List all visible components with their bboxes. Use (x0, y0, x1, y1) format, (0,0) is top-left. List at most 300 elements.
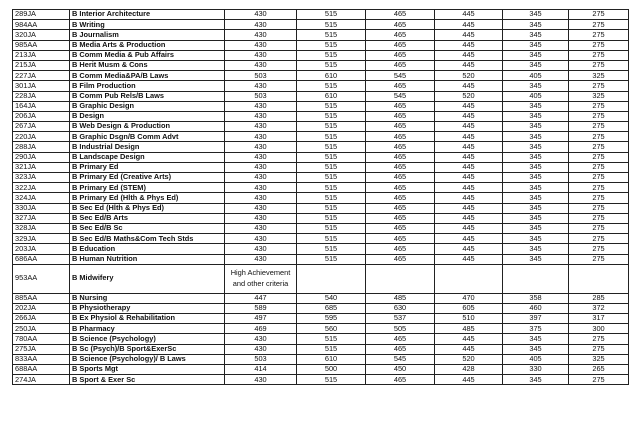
course-code: 323JA (13, 173, 70, 183)
score-col-1: 430 (225, 183, 297, 193)
table-row (13, 122, 629, 132)
score-col-3: 465 (366, 183, 435, 193)
course-name: B Primary Ed (70, 162, 225, 172)
table-row (13, 10, 629, 20)
table-row (13, 324, 629, 334)
score-col-4: 445 (435, 132, 503, 142)
score-col-6: 275 (569, 10, 629, 20)
score-col-2: 515 (297, 101, 366, 111)
score-col-3: 465 (366, 334, 435, 344)
score-col-5: 345 (503, 375, 569, 385)
course-name: B Sports Mgt (70, 365, 225, 375)
table-body (13, 10, 629, 265)
score-col-6: 325 (569, 71, 629, 81)
score-col-5: 405 (503, 91, 569, 101)
score-col-5: 345 (503, 173, 569, 183)
score-col-5: 405 (503, 354, 569, 364)
score-col-4: 445 (435, 152, 503, 162)
score-col-3: 465 (366, 244, 435, 254)
score-col-5: 345 (503, 334, 569, 344)
course-code: 324JA (13, 193, 70, 203)
score-col-4: 445 (435, 10, 503, 20)
score-col-5: 345 (503, 183, 569, 193)
course-code: 885AA (13, 293, 70, 303)
score-col-3: 465 (366, 193, 435, 203)
score-col-6: 275 (569, 132, 629, 142)
score-col-1: 430 (225, 254, 297, 264)
table-row (13, 152, 629, 162)
score-col-3: 465 (366, 40, 435, 50)
score-col-4: 445 (435, 193, 503, 203)
score-col-2: 515 (297, 334, 366, 344)
empty-cell (503, 264, 569, 293)
score-col-2: 515 (297, 254, 366, 264)
score-col-3: 465 (366, 254, 435, 264)
score-col-2: 540 (297, 293, 366, 303)
score-col-5: 345 (503, 20, 569, 30)
score-col-2: 515 (297, 152, 366, 162)
course-name: B Graphic Dsgn/B Comm Advt (70, 132, 225, 142)
score-col-3: 465 (366, 132, 435, 142)
table-body-lower (13, 293, 629, 385)
course-code: 275JA (13, 344, 70, 354)
score-col-3: 545 (366, 354, 435, 364)
score-col-1: 469 (225, 324, 297, 334)
score-col-3: 465 (366, 344, 435, 354)
course-code: 780AA (13, 334, 70, 344)
score-col-2: 515 (297, 60, 366, 70)
course-name: B Graphic Design (70, 101, 225, 111)
score-col-3: 545 (366, 91, 435, 101)
score-col-6: 275 (569, 213, 629, 223)
score-col-4: 445 (435, 20, 503, 30)
table-row (13, 81, 629, 91)
score-col-1: 430 (225, 142, 297, 152)
score-col-3: 450 (366, 365, 435, 375)
score-col-3: 465 (366, 152, 435, 162)
score-col-3: 465 (366, 30, 435, 40)
score-col-4: 445 (435, 183, 503, 193)
score-col-2: 500 (297, 365, 366, 375)
score-col-2: 610 (297, 354, 366, 364)
course-code: 985AA (13, 40, 70, 50)
score-col-3: 630 (366, 303, 435, 313)
score-col-3: 465 (366, 203, 435, 213)
score-col-6: 275 (569, 162, 629, 172)
score-col-3: 465 (366, 122, 435, 132)
score-col-4: 445 (435, 344, 503, 354)
course-code: 203JA (13, 244, 70, 254)
table-row (13, 293, 629, 303)
course-name: B Sport & Exer Sc (70, 375, 225, 385)
score-col-1: 430 (225, 173, 297, 183)
course-code: 833AA (13, 354, 70, 364)
score-col-3: 465 (366, 375, 435, 385)
score-col-5: 345 (503, 193, 569, 203)
empty-cell (297, 264, 366, 293)
course-code: 984AA (13, 20, 70, 30)
course-name: B Human Nutrition (70, 254, 225, 264)
score-col-5: 345 (503, 254, 569, 264)
score-col-2: 515 (297, 10, 366, 20)
score-col-5: 345 (503, 223, 569, 233)
course-name: B Herit Musm & Cons (70, 60, 225, 70)
score-col-2: 595 (297, 314, 366, 324)
score-col-3: 465 (366, 111, 435, 121)
score-col-6: 275 (569, 344, 629, 354)
score-col-5: 345 (503, 50, 569, 60)
admission-scores-table (12, 9, 629, 385)
course-name: B Science (Psychology) (70, 334, 225, 344)
score-col-1: 430 (225, 223, 297, 233)
score-col-6: 275 (569, 50, 629, 60)
score-col-3: 465 (366, 81, 435, 91)
score-col-1: 503 (225, 91, 297, 101)
table-row (13, 142, 629, 152)
score-col-5: 405 (503, 71, 569, 81)
score-col-1: 430 (225, 334, 297, 344)
score-col-4: 445 (435, 111, 503, 121)
score-col-4: 445 (435, 173, 503, 183)
score-col-2: 515 (297, 122, 366, 132)
score-col-2: 515 (297, 223, 366, 233)
course-name: B Industrial Design (70, 142, 225, 152)
score-col-5: 345 (503, 142, 569, 152)
score-col-1: 430 (225, 81, 297, 91)
score-col-2: 610 (297, 91, 366, 101)
score-col-2: 515 (297, 344, 366, 354)
score-col-1: 589 (225, 303, 297, 313)
score-col-4: 445 (435, 40, 503, 50)
score-col-6: 275 (569, 193, 629, 203)
score-col-1: 430 (225, 162, 297, 172)
score-col-2: 515 (297, 244, 366, 254)
course-code: 274JA (13, 375, 70, 385)
score-col-6: 372 (569, 303, 629, 313)
course-name: B Ex Physiol & Rehabilitation (70, 314, 225, 324)
score-col-1: 430 (225, 50, 297, 60)
score-col-4: 445 (435, 334, 503, 344)
score-col-1: 503 (225, 71, 297, 81)
course-name: B Writing (70, 20, 225, 30)
course-name: B Science (Psychology)/ B Laws (70, 354, 225, 364)
score-col-5: 345 (503, 203, 569, 213)
course-code: 321JA (13, 162, 70, 172)
score-col-5: 345 (503, 234, 569, 244)
score-col-4: 485 (435, 324, 503, 334)
score-col-1: 430 (225, 375, 297, 385)
table-row (13, 234, 629, 244)
score-col-2: 560 (297, 324, 366, 334)
course-name: B Design (70, 111, 225, 121)
score-col-6: 275 (569, 20, 629, 30)
course-code: 227JA (13, 71, 70, 81)
score-col-1: 497 (225, 314, 297, 324)
score-col-4: 445 (435, 122, 503, 132)
score-col-5: 345 (503, 30, 569, 40)
score-col-1: 447 (225, 293, 297, 303)
score-col-5: 345 (503, 111, 569, 121)
table-row (13, 60, 629, 70)
score-col-6: 275 (569, 375, 629, 385)
course-code: 228JA (13, 91, 70, 101)
score-col-2: 515 (297, 213, 366, 223)
course-name: B Comm Media&PA/B Laws (70, 71, 225, 81)
score-col-2: 515 (297, 30, 366, 40)
score-col-5: 330 (503, 365, 569, 375)
course-code: 250JA (13, 324, 70, 334)
score-col-1: 430 (225, 10, 297, 20)
score-col-5: 460 (503, 303, 569, 313)
score-col-6: 275 (569, 173, 629, 183)
course-code: 206JA (13, 111, 70, 121)
course-code: 328JA (13, 223, 70, 233)
score-col-1: 430 (225, 111, 297, 121)
score-col-3: 465 (366, 50, 435, 60)
course-name: B Sec Ed/B Sc (70, 223, 225, 233)
course-name: B Film Production (70, 81, 225, 91)
score-col-6: 275 (569, 81, 629, 91)
score-col-6: 275 (569, 334, 629, 344)
score-col-4: 520 (435, 354, 503, 364)
score-col-5: 345 (503, 40, 569, 50)
course-name: B Interior Architecture (70, 10, 225, 20)
course-name: B Nursing (70, 293, 225, 303)
course-name: B Media Arts & Production (70, 40, 225, 50)
score-col-1: 430 (225, 122, 297, 132)
table-row (13, 344, 629, 354)
score-col-1: 430 (225, 101, 297, 111)
score-col-1: 430 (225, 203, 297, 213)
table-row (13, 375, 629, 385)
score-col-2: 515 (297, 20, 366, 30)
score-col-4: 445 (435, 244, 503, 254)
score-col-5: 345 (503, 10, 569, 20)
score-col-6: 275 (569, 203, 629, 213)
score-col-6: 275 (569, 254, 629, 264)
table-row (13, 40, 629, 50)
score-col-2: 515 (297, 111, 366, 121)
score-col-2: 515 (297, 234, 366, 244)
score-col-4: 445 (435, 203, 503, 213)
score-col-1: 414 (225, 365, 297, 375)
score-col-3: 505 (366, 324, 435, 334)
course-name: B Comm Media & Pub Affairs (70, 50, 225, 60)
course-name: B Landscape Design (70, 152, 225, 162)
score-col-1: 430 (225, 20, 297, 30)
score-col-2: 610 (297, 71, 366, 81)
score-col-1: 430 (225, 244, 297, 254)
score-col-6: 275 (569, 111, 629, 121)
score-col-4: 445 (435, 50, 503, 60)
course-name: B Web Design & Production (70, 122, 225, 132)
midwifery-section (13, 264, 629, 293)
score-col-5: 375 (503, 324, 569, 334)
course-code: 215JA (13, 60, 70, 70)
score-col-5: 345 (503, 60, 569, 70)
score-col-3: 485 (366, 293, 435, 303)
score-col-1: 430 (225, 132, 297, 142)
score-col-5: 345 (503, 213, 569, 223)
score-col-2: 685 (297, 303, 366, 313)
course-code: 290JA (13, 152, 70, 162)
table-row (13, 20, 629, 30)
score-col-1: 430 (225, 60, 297, 70)
score-col-2: 515 (297, 203, 366, 213)
score-col-1: 430 (225, 40, 297, 50)
score-col-6: 265 (569, 365, 629, 375)
score-col-3: 465 (366, 173, 435, 183)
score-col-6: 317 (569, 314, 629, 324)
table-row (13, 30, 629, 40)
table-row (13, 254, 629, 264)
score-col-2: 515 (297, 162, 366, 172)
course-code: 686AA (13, 254, 70, 264)
score-col-5: 345 (503, 344, 569, 354)
score-col-3: 465 (366, 10, 435, 20)
score-col-5: 345 (503, 122, 569, 132)
course-name: B Primary Ed (STEM) (70, 183, 225, 193)
empty-cell (569, 264, 629, 293)
score-col-6: 300 (569, 324, 629, 334)
score-col-6: 275 (569, 30, 629, 40)
score-col-3: 465 (366, 223, 435, 233)
score-col-2: 515 (297, 50, 366, 60)
score-col-3: 465 (366, 20, 435, 30)
score-col-2: 515 (297, 173, 366, 183)
score-col-6: 275 (569, 101, 629, 111)
score-col-4: 445 (435, 162, 503, 172)
score-col-2: 515 (297, 193, 366, 203)
table-row (13, 203, 629, 213)
table-row (13, 162, 629, 172)
table-row (13, 183, 629, 193)
score-col-6: 275 (569, 152, 629, 162)
course-name: B Sec Ed/B Maths&Com Tech Stds (70, 234, 225, 244)
course-name: B Physiotherapy (70, 303, 225, 313)
empty-cell (366, 264, 435, 293)
score-col-1: 430 (225, 234, 297, 244)
score-col-4: 445 (435, 375, 503, 385)
score-col-5: 345 (503, 244, 569, 254)
score-col-4: 470 (435, 293, 503, 303)
table-row (13, 303, 629, 313)
score-col-2: 515 (297, 375, 366, 385)
score-col-5: 397 (503, 314, 569, 324)
table-row (13, 223, 629, 233)
score-col-4: 445 (435, 142, 503, 152)
score-col-3: 465 (366, 234, 435, 244)
score-col-2: 515 (297, 142, 366, 152)
score-col-3: 465 (366, 101, 435, 111)
course-code: 327JA (13, 213, 70, 223)
score-col-6: 275 (569, 60, 629, 70)
score-col-5: 345 (503, 81, 569, 91)
table-row (13, 193, 629, 203)
score-col-1: 430 (225, 213, 297, 223)
empty-cell (435, 264, 503, 293)
score-col-3: 465 (366, 142, 435, 152)
score-col-6: 275 (569, 40, 629, 50)
course-code: 202JA (13, 303, 70, 313)
course-code: 164JA (13, 101, 70, 111)
score-col-4: 445 (435, 234, 503, 244)
admission-criteria-note: High Achievement and other criteria (225, 264, 297, 293)
course-code: 320JA (13, 30, 70, 40)
score-col-5: 358 (503, 293, 569, 303)
table-row (13, 50, 629, 60)
table-row (13, 91, 629, 101)
course-name: B Education (70, 244, 225, 254)
score-col-4: 445 (435, 30, 503, 40)
score-col-4: 445 (435, 213, 503, 223)
table-row (13, 314, 629, 324)
score-col-4: 445 (435, 254, 503, 264)
score-col-4: 520 (435, 91, 503, 101)
course-code: 329JA (13, 234, 70, 244)
score-col-1: 430 (225, 30, 297, 40)
table-row (13, 365, 629, 375)
course-code: 688AA (13, 365, 70, 375)
course-code: 301JA (13, 81, 70, 91)
score-col-6: 275 (569, 183, 629, 193)
score-col-1: 430 (225, 193, 297, 203)
course-name: B Sec Ed/B Arts (70, 213, 225, 223)
table-row-midwifery (13, 264, 629, 293)
score-col-3: 465 (366, 162, 435, 172)
score-col-3: 545 (366, 71, 435, 81)
course-code: 289JA (13, 10, 70, 20)
score-col-5: 345 (503, 152, 569, 162)
score-col-4: 445 (435, 223, 503, 233)
score-col-3: 537 (366, 314, 435, 324)
table-row (13, 334, 629, 344)
course-code: 330JA (13, 203, 70, 213)
table-row (13, 244, 629, 254)
score-col-4: 428 (435, 365, 503, 375)
score-col-6: 275 (569, 122, 629, 132)
score-col-1: 430 (225, 152, 297, 162)
table-row (13, 354, 629, 364)
score-col-6: 325 (569, 91, 629, 101)
score-col-2: 515 (297, 81, 366, 91)
score-col-2: 515 (297, 183, 366, 193)
course-code: 266JA (13, 314, 70, 324)
score-col-6: 275 (569, 142, 629, 152)
course-name: B Sc (Psych)/B Sport&ExerSc (70, 344, 225, 354)
course-name: B Journalism (70, 30, 225, 40)
table-row (13, 173, 629, 183)
score-col-5: 345 (503, 162, 569, 172)
table-row (13, 111, 629, 121)
course-name: B Primary Ed (Hlth & Phys Ed) (70, 193, 225, 203)
course-code: 213JA (13, 50, 70, 60)
course-code: 322JA (13, 183, 70, 193)
score-col-2: 515 (297, 40, 366, 50)
table-row (13, 213, 629, 223)
score-col-6: 325 (569, 354, 629, 364)
score-col-1: 430 (225, 344, 297, 354)
course-code: 220JA (13, 132, 70, 142)
table-row (13, 132, 629, 142)
score-col-4: 510 (435, 314, 503, 324)
table-row (13, 71, 629, 81)
score-col-4: 445 (435, 60, 503, 70)
score-col-5: 345 (503, 101, 569, 111)
score-col-6: 285 (569, 293, 629, 303)
table-row (13, 101, 629, 111)
score-col-5: 345 (503, 132, 569, 142)
